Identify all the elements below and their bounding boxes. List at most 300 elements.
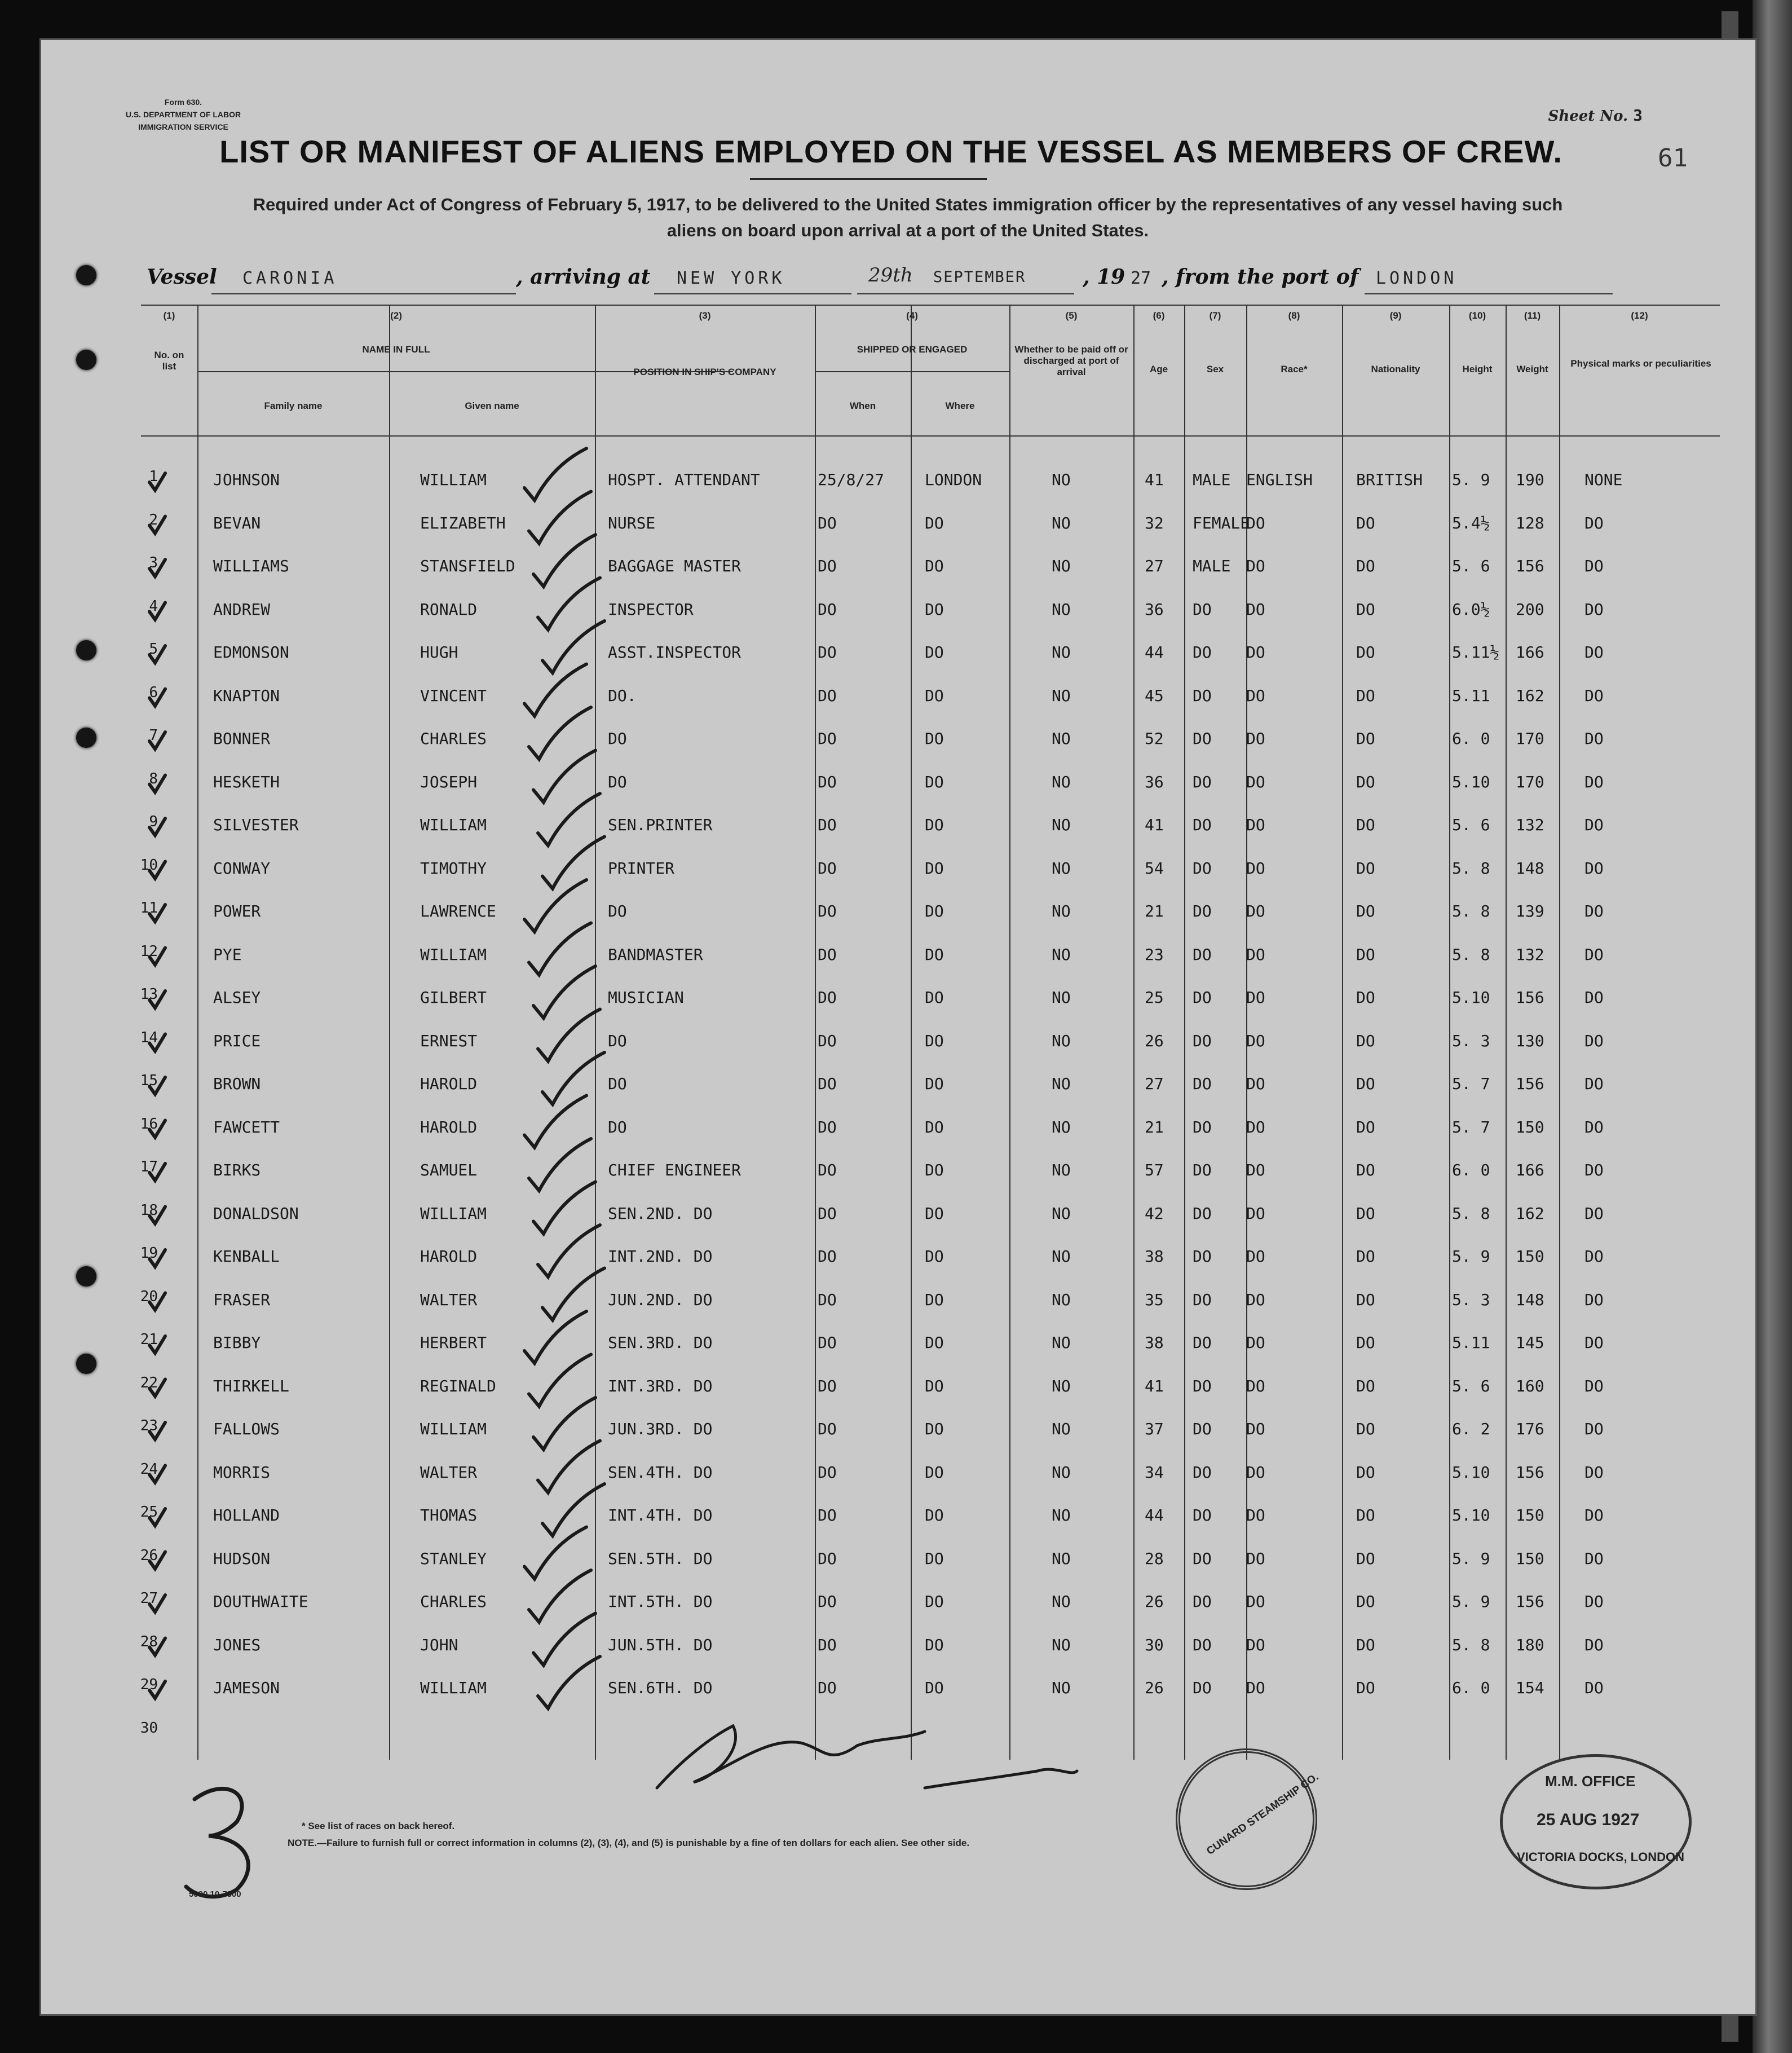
header-shipped-engaged: SHIPPED OR ENGAGED	[857, 344, 968, 355]
col-num-2: (2)	[390, 310, 402, 321]
shipped-where-cell: DO	[925, 1290, 944, 1309]
row-number: 30	[140, 1719, 158, 1737]
check-mark	[538, 1441, 600, 1493]
shipped-where-cell: DO	[925, 686, 944, 705]
race-cell: DO	[1246, 1678, 1265, 1697]
row-number: 23	[140, 1417, 158, 1434]
physical-marks-cell: DO	[1584, 729, 1604, 748]
shipped-where-cell: DO	[925, 1074, 944, 1093]
nationality-cell: DO	[1356, 1204, 1375, 1223]
sex-cell: DO	[1193, 600, 1212, 619]
height-cell: 5.10	[1452, 1506, 1490, 1525]
check-mark	[149, 818, 165, 835]
nationality-cell: DO	[1356, 1549, 1375, 1568]
col-num-10: (10)	[1468, 310, 1486, 321]
age-cell: 38	[1145, 1247, 1164, 1266]
check-mark	[149, 862, 165, 879]
family-name-cell: BIRKS	[213, 1161, 261, 1179]
given-name-cell: WILLIAM	[420, 1420, 487, 1438]
paid-off-cell: NO	[1052, 1592, 1071, 1611]
check-mark	[533, 1398, 595, 1450]
check-mark	[529, 1570, 591, 1622]
check-mark	[538, 1657, 600, 1708]
col-num-7: (7)	[1209, 310, 1221, 321]
physical-marks-cell: DO	[1584, 1678, 1604, 1697]
given-name-cell: GILBERT	[420, 988, 487, 1007]
weight-cell: 166	[1516, 643, 1544, 662]
shipped-when-cell: DO	[818, 988, 837, 1007]
race-cell: DO	[1246, 1592, 1265, 1611]
header-family-name: Family name	[264, 400, 323, 411]
family-name-cell: SILVESTER	[213, 816, 299, 834]
given-name-cell: HAROLD	[420, 1247, 478, 1266]
paid-off-cell: NO	[1052, 1117, 1071, 1136]
physical-marks-cell: DO	[1584, 1247, 1604, 1266]
height-cell: 5.11	[1452, 686, 1490, 705]
family-name-cell: BONNER	[213, 729, 271, 748]
race-cell: DO	[1246, 1117, 1265, 1136]
row-number: 14	[140, 1029, 158, 1046]
weight-cell: 156	[1516, 1462, 1544, 1482]
sex-cell: DO	[1193, 1635, 1212, 1654]
weight-cell: 145	[1516, 1333, 1544, 1352]
race-cell: DO	[1246, 1549, 1265, 1568]
arrival-port: NEW YORK	[677, 268, 785, 288]
check-mark	[542, 1484, 604, 1536]
shipped-when-cell: DO	[818, 1290, 837, 1309]
check-mark	[149, 1250, 165, 1267]
row-number: 9	[149, 813, 158, 830]
age-cell: 25	[1145, 988, 1164, 1007]
age-cell: 26	[1145, 1031, 1164, 1050]
stamp-place: VICTORIA DOCKS, LONDON	[1517, 1850, 1685, 1864]
sex-cell: DO	[1193, 988, 1212, 1007]
paid-off-cell: NO	[1052, 729, 1071, 748]
nationality-cell: DO	[1356, 1290, 1375, 1309]
family-name-cell: THIRKELL	[213, 1376, 289, 1395]
col-num-6: (6)	[1153, 310, 1165, 321]
family-name-cell: PRICE	[213, 1031, 261, 1050]
age-cell: 36	[1145, 772, 1164, 791]
weight-cell: 139	[1516, 902, 1544, 920]
row-number: 20	[140, 1288, 158, 1305]
shipped-where-cell: DO	[925, 1031, 944, 1050]
row-number: 29	[140, 1676, 158, 1693]
shipped-when-cell: DO	[818, 858, 837, 878]
check-mark	[542, 1268, 604, 1320]
position-cell: NURSE	[608, 513, 656, 532]
vessel-label: Vessel	[147, 265, 217, 289]
shipped-where-cell: DO	[925, 513, 944, 532]
check-mark	[529, 923, 591, 975]
check-mark	[524, 880, 586, 932]
physical-marks-cell: NONE	[1584, 470, 1623, 489]
race-cell: DO	[1246, 1031, 1265, 1050]
check-mark	[529, 1139, 591, 1191]
age-cell: 41	[1145, 816, 1164, 834]
weight-cell: 150	[1516, 1247, 1544, 1266]
row-number: 7	[149, 727, 158, 744]
shipped-where-cell: DO	[925, 1117, 944, 1136]
check-mark	[149, 1164, 165, 1180]
sheet-number-value: 3	[1633, 106, 1643, 125]
nationality-cell: DO	[1356, 1376, 1375, 1395]
height-cell: 5. 8	[1452, 945, 1490, 964]
check-mark	[149, 905, 165, 922]
from-port: LONDON	[1376, 268, 1458, 288]
row-number: 5	[149, 641, 158, 658]
height-cell: 5. 8	[1452, 1204, 1490, 1223]
nationality-cell: DO	[1356, 686, 1375, 705]
shipped-where-cell: DO	[925, 772, 944, 791]
race-cell: DO	[1246, 1506, 1265, 1525]
row-number: 16	[140, 1115, 158, 1133]
age-cell: 36	[1145, 600, 1164, 619]
nationality-cell: DO	[1356, 1462, 1375, 1482]
shipped-where-cell: DO	[925, 816, 944, 834]
height-cell: 6. 0	[1452, 1161, 1490, 1179]
paid-off-cell: NO	[1052, 557, 1071, 575]
family-name-cell: FRASER	[213, 1290, 271, 1309]
paid-off-cell: NO	[1052, 858, 1071, 878]
arrival-day: 29th	[868, 264, 913, 287]
physical-marks-cell: DO	[1584, 557, 1604, 575]
row-number: 8	[149, 770, 158, 787]
header-paid-off: Whether to be paid off or discharged at port of arrival	[1014, 344, 1128, 377]
sex-cell: DO	[1193, 686, 1212, 705]
header-no-on-list: No. on list	[154, 350, 184, 372]
family-name-cell: PYE	[213, 945, 242, 964]
service-label: IMMIGRATION SERVICE	[138, 122, 228, 131]
race-cell: DO	[1246, 1074, 1265, 1093]
given-name-cell: JOSEPH	[420, 772, 478, 791]
weight-cell: 150	[1516, 1117, 1544, 1136]
physical-marks-cell: DO	[1584, 1635, 1604, 1654]
nationality-cell: DO	[1356, 1031, 1375, 1050]
row-number: 11	[140, 900, 158, 917]
sex-cell: DO	[1193, 1592, 1212, 1611]
age-cell: 41	[1145, 1376, 1164, 1395]
shipped-where-cell: DO	[925, 945, 944, 964]
race-cell: DO	[1246, 1290, 1265, 1309]
physical-marks-cell: DO	[1584, 1290, 1604, 1309]
sheet-number-label: Sheet No.	[1548, 108, 1628, 125]
paid-off-cell: NO	[1052, 1333, 1071, 1352]
given-name-cell: WALTER	[420, 1290, 478, 1309]
physical-marks-cell: DO	[1584, 643, 1604, 662]
age-cell: 37	[1145, 1420, 1164, 1438]
race-cell: DO	[1246, 513, 1265, 532]
check-mark	[149, 1681, 165, 1698]
shipped-where-cell: DO	[925, 858, 944, 878]
sex-cell: DO	[1193, 1506, 1212, 1525]
check-mark	[524, 1527, 586, 1579]
check-mark	[542, 1052, 604, 1104]
weight-cell: 154	[1516, 1678, 1544, 1697]
nationality-cell: DO	[1356, 1247, 1375, 1266]
header-name-in-full: NAME IN FULL	[362, 344, 430, 355]
nationality-cell: DO	[1356, 1161, 1375, 1179]
header-position: POSITION IN SHIP'S COMPANY	[633, 367, 776, 377]
check-mark	[149, 1422, 165, 1439]
header-race: Race*	[1281, 364, 1308, 375]
subtitle-line-2: aliens on board upon arrival at a port of the United States.	[667, 221, 1149, 240]
height-cell: 5. 7	[1452, 1074, 1490, 1093]
sex-cell: DO	[1193, 816, 1212, 834]
height-cell: 5.11	[1452, 1333, 1490, 1352]
position-cell: INT.2ND. DO	[608, 1247, 713, 1266]
check-mark	[524, 1096, 586, 1148]
check-mark	[538, 1010, 600, 1061]
given-name-cell: RONALD	[420, 600, 478, 619]
shipped-where-cell: DO	[925, 1506, 944, 1525]
arriving-label: , arriving at	[516, 265, 651, 289]
weight-cell: 180	[1516, 1635, 1544, 1654]
sex-cell: DO	[1193, 1204, 1212, 1223]
col-num-5: (5)	[1065, 310, 1078, 321]
shipped-when-cell: DO	[818, 1247, 837, 1266]
company-stamp	[1176, 1748, 1321, 1890]
check-mark	[149, 776, 165, 792]
paid-off-cell: NO	[1052, 1678, 1071, 1697]
check-mark	[149, 991, 165, 1008]
physical-marks-cell: DO	[1584, 513, 1604, 532]
age-cell: 45	[1145, 686, 1164, 705]
department-label: U.S. DEPARTMENT OF LABOR	[125, 110, 241, 119]
shipped-when-cell: DO	[818, 772, 837, 791]
print-code: 5000 10-7300	[189, 1889, 241, 1899]
shipped-where-cell: DO	[925, 1161, 944, 1179]
check-mark	[533, 535, 595, 587]
age-cell: 44	[1145, 643, 1164, 662]
position-cell: PRINTER	[608, 858, 675, 878]
paid-off-cell: NO	[1052, 1635, 1071, 1654]
check-mark	[533, 1182, 595, 1234]
shipped-where-cell: DO	[925, 600, 944, 619]
age-cell: 54	[1145, 858, 1164, 878]
height-cell: 5.10	[1452, 772, 1490, 791]
folio-number: 61	[1658, 144, 1688, 173]
physical-marks-cell: DO	[1584, 945, 1604, 964]
check-mark	[149, 646, 165, 663]
vessel-name: CARONIA	[242, 268, 338, 288]
shipped-when-cell: DO	[818, 1506, 837, 1525]
age-cell: 27	[1145, 557, 1164, 575]
shipped-where-cell: DO	[925, 729, 944, 748]
race-cell: DO	[1246, 816, 1265, 834]
family-name-cell: JONES	[213, 1635, 261, 1654]
position-cell: JUN.3RD. DO	[608, 1420, 713, 1438]
shipped-when-cell: DO	[818, 1117, 837, 1136]
signature	[657, 1726, 1077, 1788]
arrival-year: 27	[1131, 268, 1151, 288]
handwritten-three	[186, 1788, 248, 1896]
row-number: 1	[149, 468, 158, 485]
position-cell: CHIEF ENGINEER	[608, 1161, 741, 1179]
height-cell: 5.10	[1452, 1462, 1490, 1482]
weight-cell: 166	[1516, 1161, 1544, 1179]
age-cell: 21	[1145, 902, 1164, 920]
check-mark	[149, 1336, 165, 1353]
given-name-cell: STANLEY	[420, 1549, 487, 1568]
physical-marks-cell: DO	[1584, 1031, 1604, 1050]
sex-cell: DO	[1193, 945, 1212, 964]
physical-marks-cell: DO	[1584, 1117, 1604, 1136]
family-name-cell: KNAPTON	[213, 686, 280, 705]
nationality-cell: DO	[1356, 1635, 1375, 1654]
check-mark	[149, 1121, 165, 1138]
shipped-when-cell: DO	[818, 1592, 837, 1611]
nationality-cell: DO	[1356, 557, 1375, 575]
race-cell: DO	[1246, 1462, 1265, 1482]
sex-cell: DO	[1193, 1074, 1212, 1093]
given-name-cell: WILLIAM	[420, 1678, 487, 1697]
header-weight: Weight	[1516, 364, 1548, 375]
nationality-cell: DO	[1356, 729, 1375, 748]
row-number: 24	[140, 1460, 158, 1478]
shipped-when-cell: DO	[818, 1031, 837, 1050]
sex-cell: DO	[1193, 1333, 1212, 1352]
row-number: 12	[140, 942, 158, 960]
weight-cell: 170	[1516, 772, 1544, 791]
physical-marks-cell: DO	[1584, 600, 1604, 619]
weight-cell: 200	[1516, 600, 1544, 619]
position-cell: SEN.4TH. DO	[608, 1462, 713, 1482]
shipped-when-cell: DO	[818, 1376, 837, 1395]
physical-marks-cell: DO	[1584, 816, 1604, 834]
nationality-cell: DO	[1356, 816, 1375, 834]
nationality-cell: DO	[1356, 858, 1375, 878]
row-number: 15	[140, 1072, 158, 1089]
age-cell: 35	[1145, 1290, 1164, 1309]
paid-off-cell: NO	[1052, 1420, 1071, 1438]
height-cell: 5. 9	[1452, 1247, 1490, 1266]
nationality-cell: DO	[1356, 1506, 1375, 1525]
physical-marks-cell: DO	[1584, 1462, 1604, 1482]
col-num-3: (3)	[699, 310, 711, 321]
sex-cell: DO	[1193, 1678, 1212, 1697]
family-name-cell: KENBALL	[213, 1247, 280, 1266]
position-cell: ASST.INSPECTOR	[608, 643, 741, 662]
position-cell: INT.3RD. DO	[608, 1376, 713, 1395]
stamp-date: 25 AUG 1927	[1537, 1810, 1640, 1829]
paid-off-cell: NO	[1052, 1290, 1071, 1309]
given-name-cell: ELIZABETH	[420, 513, 506, 532]
position-cell: DO	[608, 729, 627, 748]
height-cell: 5.10	[1452, 988, 1490, 1007]
physical-marks-cell: DO	[1584, 1333, 1604, 1352]
check-mark	[149, 689, 165, 706]
check-mark	[149, 1380, 165, 1396]
sex-cell: FEMALE	[1193, 513, 1250, 532]
age-cell: 42	[1145, 1204, 1164, 1223]
race-cell: DO	[1246, 1247, 1265, 1266]
shipped-where-cell: DO	[925, 1678, 944, 1697]
check-mark	[149, 1207, 165, 1224]
sex-cell: DO	[1193, 772, 1212, 791]
check-mark	[149, 603, 165, 620]
arrival-month: SEPTEMBER	[933, 268, 1026, 286]
subtitle-line-1: Required under Act of Congress of February 5, 1917, to be delivered to the United States immigration officer by the representatives of any vessel having such	[253, 195, 1563, 214]
nationality-cell: DO	[1356, 902, 1375, 920]
given-name-cell: LAWRENCE	[420, 902, 496, 920]
given-name-cell: HERBERT	[420, 1333, 487, 1352]
given-name-cell: STANSFIELD	[420, 557, 515, 575]
weight-cell: 148	[1516, 858, 1544, 878]
check-mark	[533, 966, 595, 1018]
nationality-cell: DO	[1356, 1420, 1375, 1438]
family-name-cell: EDMONSON	[213, 643, 289, 662]
weight-cell: 162	[1516, 1204, 1544, 1223]
family-name-cell: DONALDSON	[213, 1204, 299, 1223]
height-cell: 5. 3	[1452, 1290, 1490, 1309]
position-cell: DO	[608, 772, 627, 791]
row-number: 27	[140, 1590, 158, 1607]
given-name-cell: SAMUEL	[420, 1161, 478, 1179]
shipped-where-cell: DO	[925, 1592, 944, 1611]
height-cell: 5. 3	[1452, 1031, 1490, 1050]
shipped-when-cell: DO	[818, 1462, 837, 1482]
shipped-when-cell: DO	[818, 1635, 837, 1654]
height-cell: 5. 9	[1452, 1549, 1490, 1568]
nationality-cell: DO	[1356, 1074, 1375, 1093]
penalty-note: NOTE.—Failure to furnish full or correct information in columns (2), (3), (4), and (5) is punishable by a fine of ten dollars for each alien. See other side.	[288, 1838, 970, 1848]
family-name-cell: POWER	[213, 902, 261, 920]
race-cell: DO	[1246, 988, 1265, 1007]
position-cell: JUN.2ND. DO	[608, 1290, 713, 1309]
race-cell: DO	[1246, 643, 1265, 662]
col-num-9: (9)	[1389, 310, 1402, 321]
row-number: 26	[140, 1547, 158, 1564]
age-cell: 26	[1145, 1678, 1164, 1697]
paid-off-cell: NO	[1052, 1506, 1071, 1525]
physical-marks-cell: DO	[1584, 686, 1604, 705]
physical-marks-cell: DO	[1584, 1161, 1604, 1179]
shipped-when-cell: DO	[818, 816, 837, 834]
check-mark	[149, 1509, 165, 1526]
physical-marks-cell: DO	[1584, 1074, 1604, 1093]
row-number: 22	[140, 1374, 158, 1391]
sex-cell: MALE	[1193, 557, 1231, 575]
family-name-cell: BEVAN	[213, 513, 261, 532]
shipped-when-cell: DO	[818, 1420, 837, 1438]
shipped-where-cell: DO	[925, 643, 944, 662]
race-cell: DO	[1246, 1204, 1265, 1223]
race-cell: ENGLISH	[1246, 470, 1313, 489]
height-cell: 6. 0	[1452, 729, 1490, 748]
family-name-cell: JOHNSON	[213, 470, 280, 489]
given-name-cell: WILLIAM	[420, 1204, 487, 1223]
check-mark	[149, 1293, 165, 1310]
given-name-cell: REGINALD	[420, 1376, 496, 1395]
sex-cell: DO	[1193, 1031, 1212, 1050]
shipped-where-cell: DO	[925, 1247, 944, 1266]
header-height: Height	[1462, 364, 1493, 375]
company-stamp-text: CUNARD STEAMSHIP CO.	[1204, 1770, 1321, 1858]
sex-cell: DO	[1193, 1420, 1212, 1438]
weight-cell: 132	[1516, 816, 1544, 834]
nationality-cell: DO	[1356, 945, 1375, 964]
weight-cell: 176	[1516, 1420, 1544, 1438]
check-mark	[149, 732, 165, 749]
check-mark	[149, 1638, 165, 1655]
sex-cell: DO	[1193, 902, 1212, 920]
weight-cell: 190	[1516, 470, 1544, 489]
row-number: 4	[149, 597, 158, 615]
row-number: 28	[140, 1633, 158, 1650]
given-name-cell: ERNEST	[420, 1031, 478, 1050]
check-mark	[149, 517, 165, 534]
